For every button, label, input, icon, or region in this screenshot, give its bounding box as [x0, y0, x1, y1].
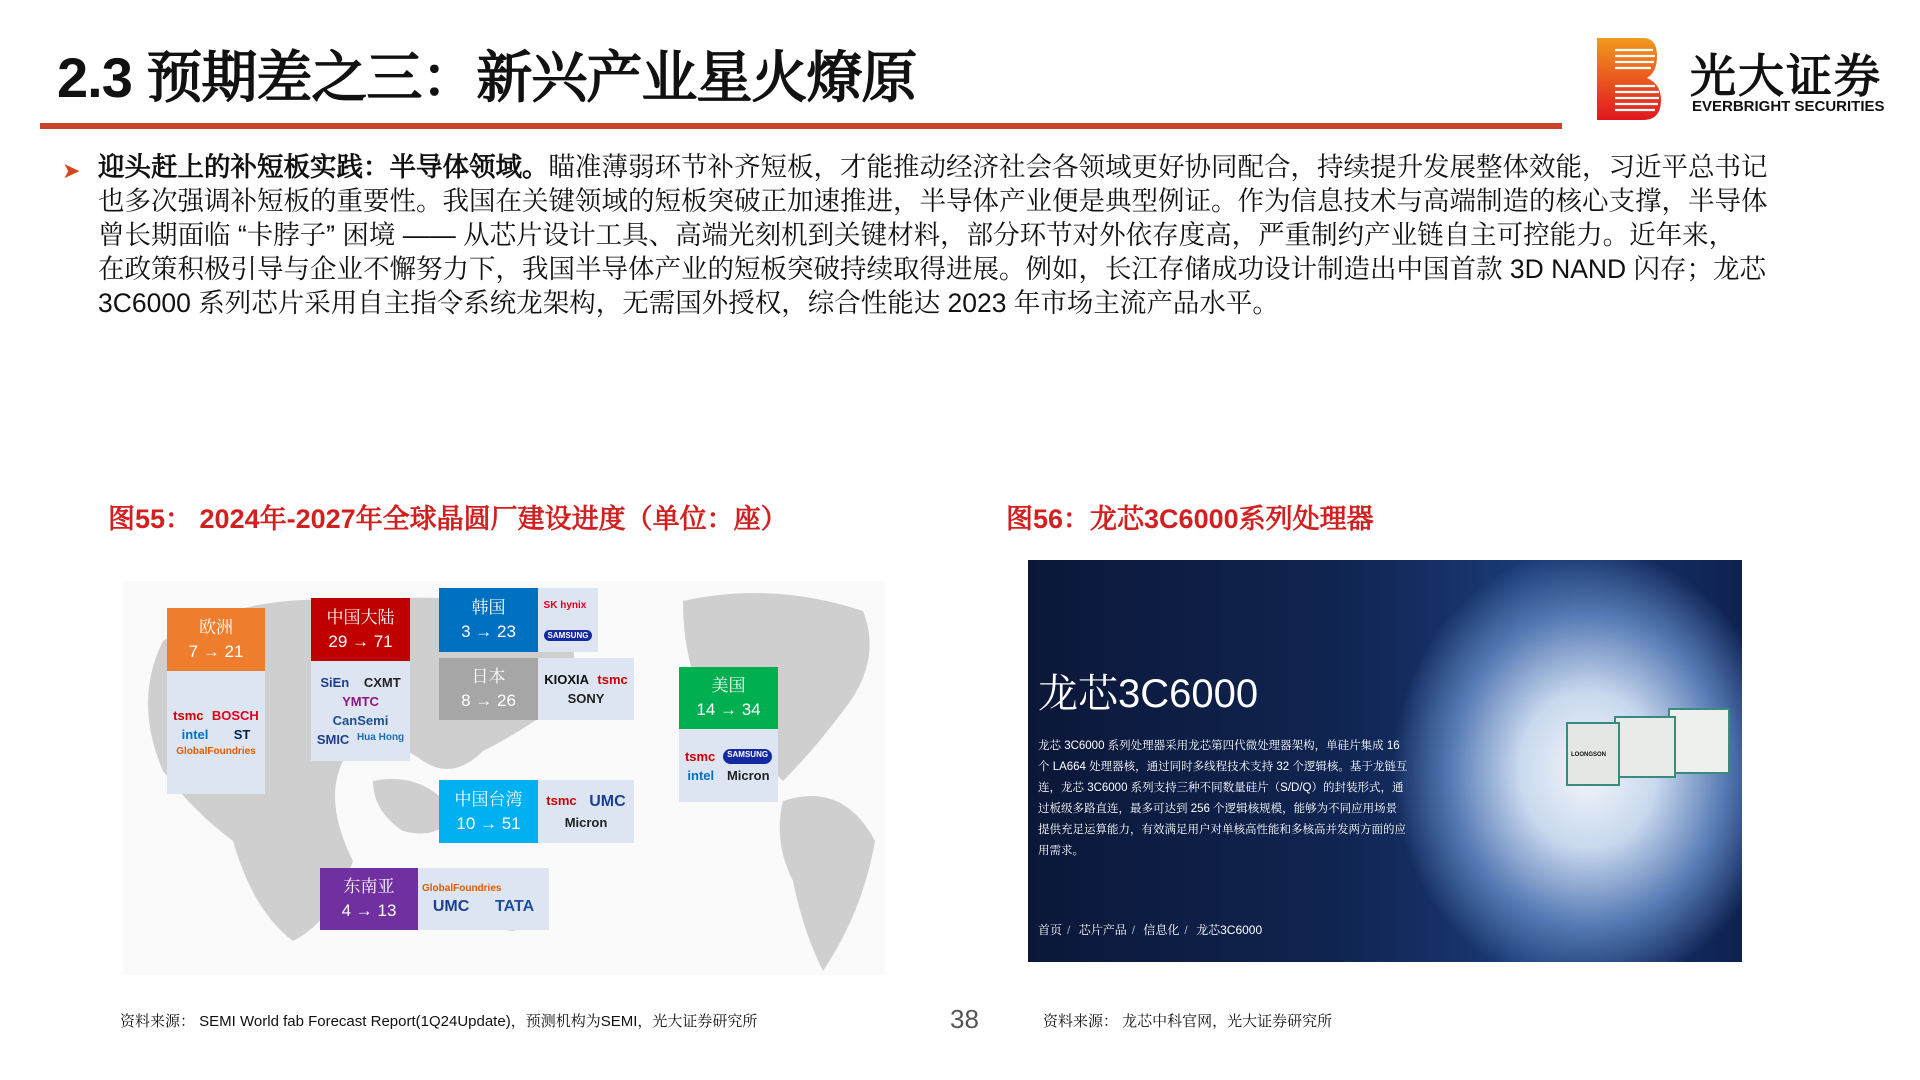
body-line: 曾长期面临 “卡脖子” 困境 —— 从芯片设计工具、高端光刻机到关键材料，部分环节对外依存度高，严重制约产业链自主可控能力。近年来，: [98, 220, 1736, 250]
region-box-taiwan: [439, 780, 538, 843]
region-change: 14 → 34: [696, 700, 761, 719]
company-logo: CanSemi: [332, 713, 389, 728]
arrow-bullet-icon: ➤: [62, 158, 81, 183]
region-name: 中国大陆: [326, 607, 395, 627]
company-logo: tsmc: [684, 748, 716, 764]
logo-panel-usa: [679, 729, 778, 802]
region-box-usa: [679, 667, 778, 729]
region-name: 中国台湾: [454, 789, 523, 809]
company-logo: TATA: [495, 897, 535, 915]
company-logo: UMC: [589, 793, 626, 810]
company-logo: tsmc: [173, 708, 204, 723]
company-logo: GlobalFoundries: [176, 746, 256, 757]
region-change: 8 → 26: [461, 691, 516, 710]
region-change: 4 → 13: [341, 901, 397, 920]
company-logo: SK hynix: [543, 599, 587, 611]
page-title: 2.3 预期差之三：新兴产业星火燎原: [57, 46, 917, 109]
company-logo: YMTC: [342, 694, 379, 709]
region-name: 美国: [711, 676, 746, 695]
figure55-source: 资料来源： SEMI World fab Forecast Report(1Q24Update)，预测机构为SEMI，光大证券研究所: [120, 1013, 758, 1030]
logo-panel-europe: [167, 671, 265, 794]
breadcrumb-item: 首页: [1038, 923, 1063, 937]
region-change: 29 → 71: [328, 631, 393, 651]
company-logo: ST: [233, 727, 251, 742]
logo-panel-japan: [538, 658, 634, 720]
region-name: 韩国: [471, 598, 506, 617]
region-name: 欧洲: [199, 617, 233, 637]
breadcrumb: 首页 / 芯片产品 / 信息化 / 龙芯3C6000: [1038, 923, 1263, 937]
logo-text-en: EVERBRIGHT SECURITIES: [1692, 98, 1885, 115]
company-logo: SMIC: [316, 732, 350, 747]
company-logo: SONY: [567, 691, 605, 706]
logo-panel-southeast-asia: [418, 868, 549, 930]
company-logo: UMC: [432, 897, 470, 915]
region-box-china-mainland: [311, 598, 410, 661]
figure56-caption: 图56：龙芯3C6000系列处理器: [1006, 504, 1374, 534]
breadcrumb-item: 信息化: [1143, 923, 1180, 937]
company-logo: intel: [687, 767, 715, 783]
region-box-korea: [439, 588, 538, 652]
company-logo: BOSCH: [211, 708, 259, 723]
company-logo: tsmc: [546, 793, 577, 808]
region-name: 东南亚: [343, 877, 395, 896]
region-box-japan: [439, 658, 538, 720]
company-logo: KIOXIA: [544, 672, 589, 687]
body-paragraph: [98, 150, 1768, 320]
logo-text-cn: 光大证券: [1690, 50, 1882, 102]
company-logo: tsmc: [597, 672, 628, 687]
figure55-caption: 图55： 2024年-2027年全球晶圆厂建设进度（单位：座）: [108, 504, 788, 534]
processor-chips-icon: [1566, 708, 1732, 790]
body-line: 瞄准薄弱环节补齐短板，才能推动经济社会各领域更好协同配合，持续提升发展整体效能，习近平总书记: [548, 152, 1768, 182]
chip-label: LOONGSON: [1566, 722, 1620, 786]
figure56-source: 资料来源： 龙芯中科官网，光大证券研究所: [1043, 1013, 1333, 1030]
company-logo: Hua Hong: [356, 732, 405, 743]
image-description: 龙芯 3C6000 系列处理器采用龙芯第四代微处理器架构，单硅片集成 16 个 LA664 处理器核，通过同时多线程技术支持 32 个逻辑核。基于龙链互连，龙芯 3C6000 系列支持三种不同数量硅片（S/D/Q）的封装形式，通过板级多路直连，最多可达到 256 个逻辑核规模，能够为不同应用场景提供充足运算能力，有效满足用户对单核高性能和多核高并发两方面的应用需求。: [1038, 740, 1408, 857]
body-line: 3C6000 系列芯片采用自主指令系统龙架构，无需国外授权，综合性能达 2023 年市场主流产品水平。: [98, 288, 1279, 318]
bold-lead: 迎头赶上的补短板实践：半导体领域。: [98, 152, 549, 182]
logo-panel-taiwan: [538, 780, 634, 843]
breadcrumb-item: 芯片产品: [1078, 923, 1127, 937]
body-line: 在政策积极引导与企业不懈努力下，我国半导体产业的短板突破持续取得进展。例如，长江存储成功设计制造出中国首款 3D NAND 闪存；龙芯: [98, 254, 1767, 284]
region-change: 7 → 21: [188, 641, 244, 661]
company-logo: Micron: [564, 815, 608, 830]
everbright-logo-icon: [1597, 38, 1661, 120]
company-logo: SAMSUNG: [544, 630, 593, 641]
loongson-3c6000-image: [1028, 560, 1742, 962]
breadcrumb-item: 龙芯3C6000: [1196, 923, 1263, 937]
page-number: 38: [950, 1004, 979, 1034]
world-fab-map: [123, 581, 885, 975]
region-box-europe: [167, 608, 265, 671]
region-change: 3 → 23: [461, 622, 516, 641]
body-line: 也多次强调补短板的重要性。我国在关键领域的短板突破正加速推进，半导体产业便是典型例证。作为信息技术与高端制造的核心支撑，半导体: [98, 186, 1768, 216]
image-title: 龙芯3C6000: [1038, 672, 1259, 716]
company-logo: intel: [181, 727, 209, 742]
company-logo: SiEn: [320, 675, 350, 690]
region-change: 10 → 51: [456, 813, 521, 833]
company-logo: GlobalFoundries: [422, 882, 502, 894]
company-logo: CXMT: [363, 675, 401, 690]
region-name: 日本: [471, 667, 506, 686]
company-logo: Micron: [726, 767, 770, 783]
title-divider: [40, 123, 1562, 129]
logo-panel-china-mainland: [311, 661, 410, 761]
logo-panel-korea: [538, 588, 598, 652]
region-box-southeast-asia: [320, 868, 418, 930]
company-logo: SAMSUNG: [723, 749, 772, 764]
